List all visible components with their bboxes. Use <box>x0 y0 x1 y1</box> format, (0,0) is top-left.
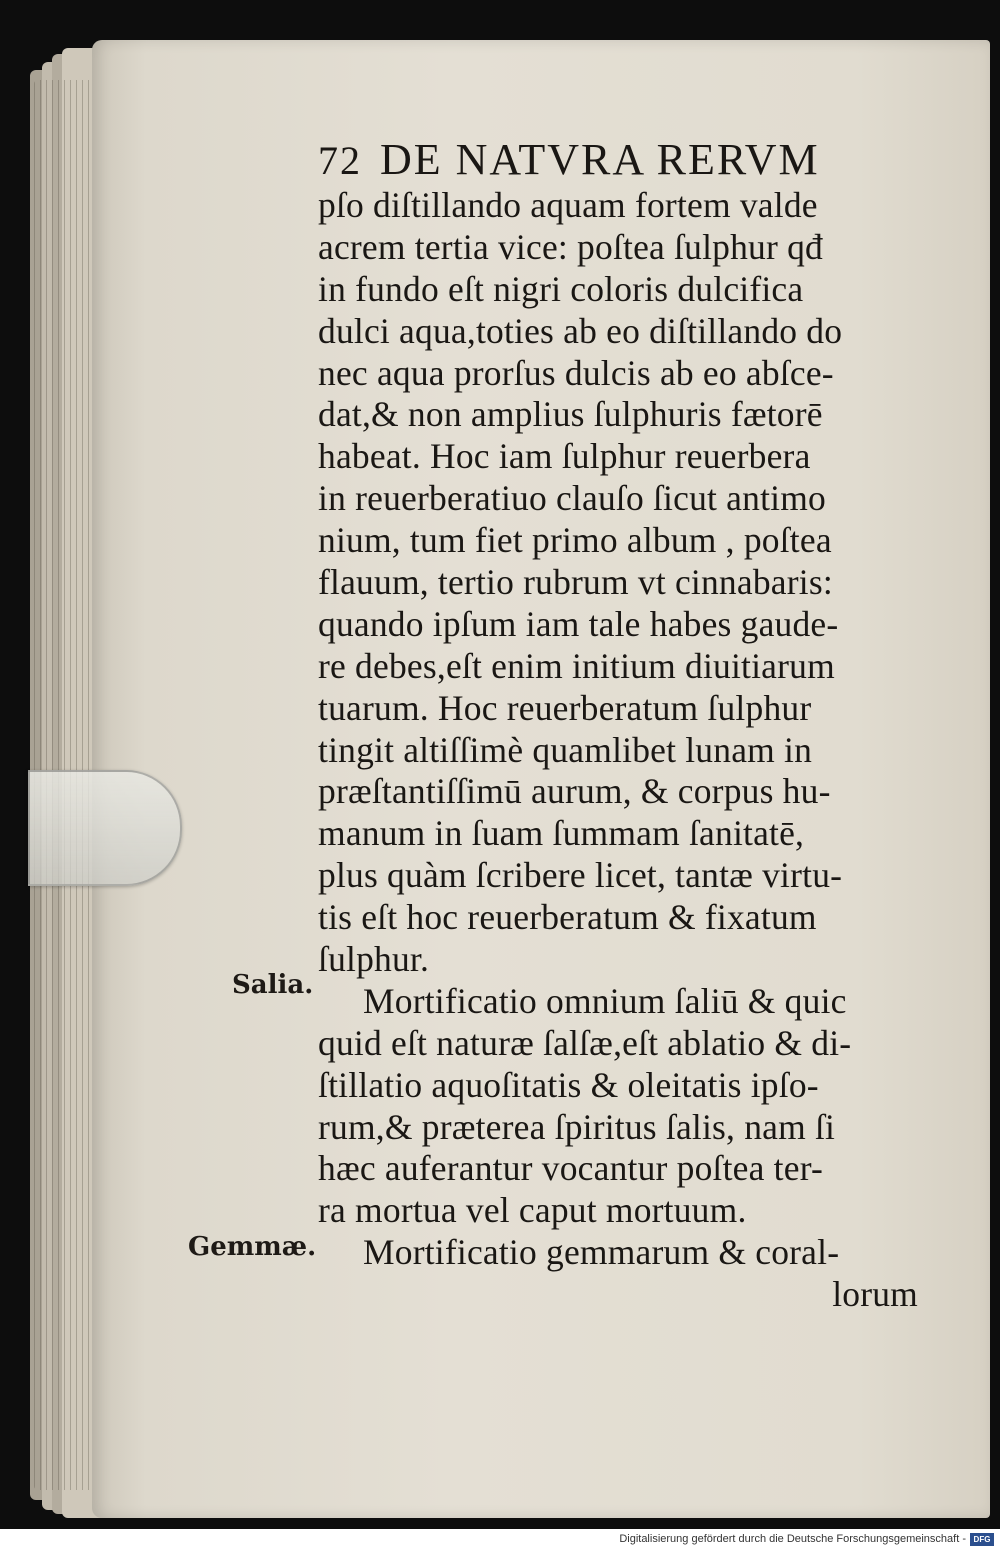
text-line: pſo diſtillando aquam fortem valde <box>318 185 818 225</box>
text-line: nec aqua prorſus dulcis ab eo abſce- <box>318 352 834 393</box>
text-line: in fundo eſt nigri coloris dulcifica <box>318 268 804 309</box>
text-line: in reuerberatiuo clauſo ſicut antimo <box>318 478 826 519</box>
text-line: nium, tum fiet primo album , poſtea <box>318 520 832 561</box>
bookmark-tab <box>28 770 182 886</box>
text-line: dat,& non amplius ſulphuris fætorē <box>318 394 823 435</box>
text-line: præſtantiſſimū aurum, & corpus hu- <box>318 771 831 812</box>
text-line: ra mortua vel caput mortuum. <box>318 1190 747 1231</box>
footer-bar <box>0 1529 1000 1551</box>
paragraph-start-line: Mortificatio gemmarum & coral- <box>363 1232 840 1273</box>
text-line: tingit altiſſimè quamlibet lunam in <box>318 729 813 770</box>
text-line: plus quàm ſcribere licet, tantæ virtu- <box>318 855 843 896</box>
footer-credit: Digitalisierung gefördert durch die Deutsche Forschungsgemeinschaft - <box>619 1533 966 1545</box>
page-number: 72 <box>318 138 362 183</box>
text-line: acrem tertia vice: poſtea ſulphur qđ <box>318 226 823 267</box>
text-line: flauum, tertio rubrum vt cinnabaris: <box>318 562 833 603</box>
text-line: quid eſt naturæ ſalſæ,eſt ablatio & di- <box>318 1022 852 1063</box>
text-line: ſulphur. <box>318 939 430 980</box>
running-header <box>318 135 918 185</box>
paragraph-start-line: Mortificatio omnium ſaliū & quic <box>363 980 847 1021</box>
margin-note-gemmae: Gemmæ. <box>188 1232 317 1262</box>
margin-note-salia: Salia. <box>232 970 314 1000</box>
catchword-line: lorum <box>832 1274 918 1315</box>
text-line: ſtillatio aquoſitatis & oleitatis ipſo- <box>318 1064 819 1105</box>
text-column <box>318 135 918 1316</box>
text-line: hæc auferantur vocantur poſtea ter- <box>318 1148 824 1189</box>
running-head: DE NATVRA RERVM <box>380 135 820 184</box>
text-line: quando ipſum iam tale habes gaude- <box>318 603 839 644</box>
text-line: tis eſt hoc reuerberatum & fixatum <box>318 897 817 938</box>
text-line: tuarum. Hoc reuerberatum ſulphur <box>318 687 812 728</box>
text-line: dulci aqua,toties ab eo diſtillando do <box>318 310 843 351</box>
text-line: rum,& præterea ſpiritus ſalis, nam ſi <box>318 1106 836 1147</box>
text-line: habeat. Hoc iam ſulphur reuerbera <box>318 436 811 477</box>
dfg-logo-icon: DFG <box>970 1533 994 1546</box>
text-line: manum in ſuam ſummam ſanitatē, <box>318 813 805 854</box>
text-line: re debes,eſt enim initium diuitiarum <box>318 645 835 686</box>
